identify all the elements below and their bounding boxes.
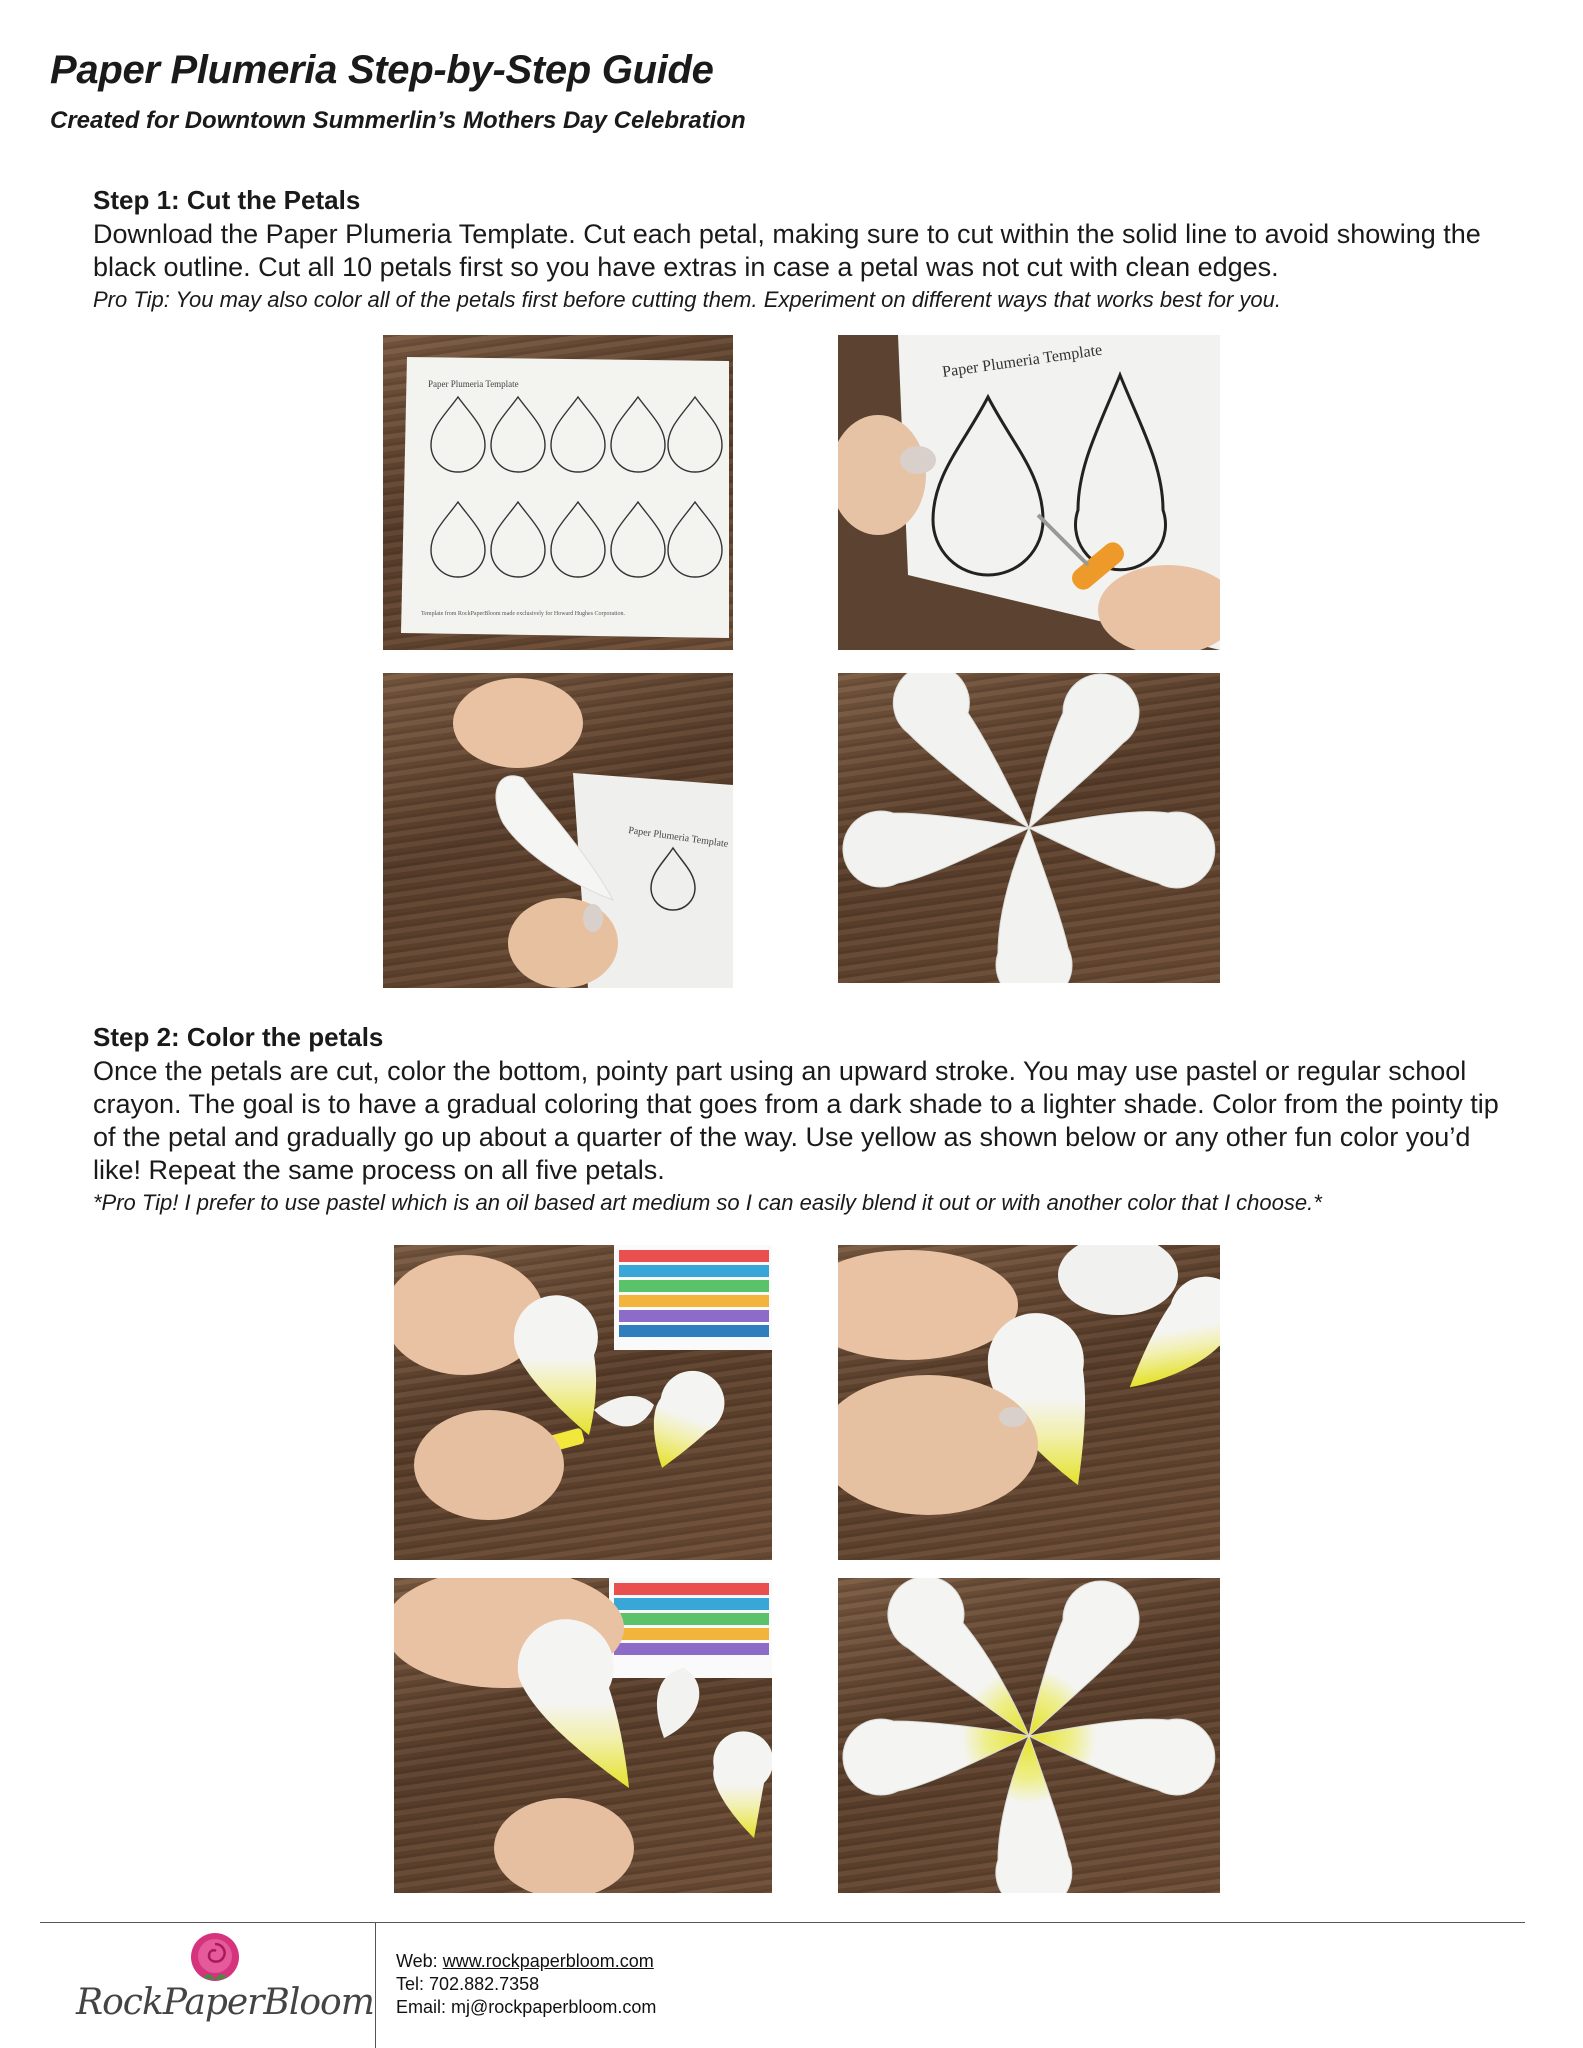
template-sheet-footer: Template from RockPaperBloom made exclusively for Howard Hughes Corporation.	[421, 611, 626, 617]
step-1-heading: Step 1: Cut the Petals	[93, 185, 361, 215]
photo-colored-petal-closeup	[838, 1245, 1220, 1560]
photo-coloring-with-pastel	[394, 1245, 772, 1560]
five-petals-white-illustration	[838, 673, 1220, 983]
coloring-pastel-illustration	[394, 1245, 772, 1560]
email-label: Email:	[396, 1997, 447, 2017]
website-link[interactable]: www.rockpaperbloom.com	[442, 1951, 654, 1971]
footer-divider	[375, 1922, 376, 2048]
template-sheet-title: Paper Plumeria Template	[428, 379, 519, 389]
email-value: mj@rockpaperbloom.com	[451, 1997, 657, 2017]
logo-wordmark: RockPaperBloom	[76, 1982, 374, 2023]
template-sheet-illustration	[383, 335, 733, 650]
contact-tel-line	[396, 1973, 656, 1996]
contact-web-line	[396, 1950, 656, 1973]
contact-email-line	[396, 1996, 656, 2019]
rockpaperbloom-logo	[70, 1930, 374, 2040]
cutting-petal-illustration	[838, 335, 1220, 650]
step-1-section	[93, 185, 1513, 314]
photo-template-sheet	[383, 335, 733, 650]
photo-holding-cut-petal	[383, 673, 733, 988]
step-1-body: Download the Paper Plumeria Template. Cut each petal, making sure to cut within the solid line to avoid showing the black outline. Cut all 10 petals first so you have extras in case a petal was not cut with clean edges.	[93, 219, 1481, 282]
tel-value: 702.882.7358	[429, 1974, 540, 1994]
photo-cutting-petal	[838, 335, 1220, 650]
colored-petal-closeup-illustration	[838, 1245, 1220, 1560]
tel-label: Tel:	[396, 1974, 425, 1994]
photo-five-petals-white	[838, 673, 1220, 983]
photo-five-petals-colored	[838, 1578, 1220, 1893]
five-petals-colored-illustration	[838, 1578, 1220, 1893]
photo-holding-colored-petal	[394, 1578, 772, 1893]
holding-colored-petal-illustration	[394, 1578, 772, 1893]
holding-photo-label: Paper Plumeria Template	[627, 825, 729, 850]
step-2-heading: Step 2: Color the petals	[93, 1022, 384, 1052]
cutting-photo-label: Paper Plumeria Template	[941, 341, 1104, 381]
step-1-tip: Pro Tip: You may also color all of the petals first before cutting them. Experiment on different ways that works best for you.	[93, 287, 1281, 312]
page-subtitle: Created for Downtown Summerlin’s Mothers Day Celebration	[50, 107, 746, 134]
page-title: Paper Plumeria Step-by-Step Guide	[50, 48, 714, 92]
rose-logo-icon	[185, 1930, 245, 1988]
step-2-tip: *Pro Tip! I prefer to use pastel which is an oil based art medium so I can easily blend it out or with another color that I choose.*	[93, 1190, 1322, 1215]
step-2-body: Once the petals are cut, color the bottom, pointy part using an upward stroke. You may use pastel or regular school crayon. The goal is to have a gradual coloring that goes from a dark shade to a lighter shade. Color from the pointy tip of the petal and gradually go up about a quarter of the way. Use yellow as shown below or any other fun color you’d like! Repeat the same process on all five petals.	[93, 1056, 1499, 1185]
web-label: Web:	[396, 1951, 438, 1971]
contact-info	[396, 1950, 656, 2019]
step-2-section	[93, 1022, 1513, 1217]
holding-petal-illustration	[383, 673, 733, 988]
footer-rule	[40, 1922, 1525, 1923]
